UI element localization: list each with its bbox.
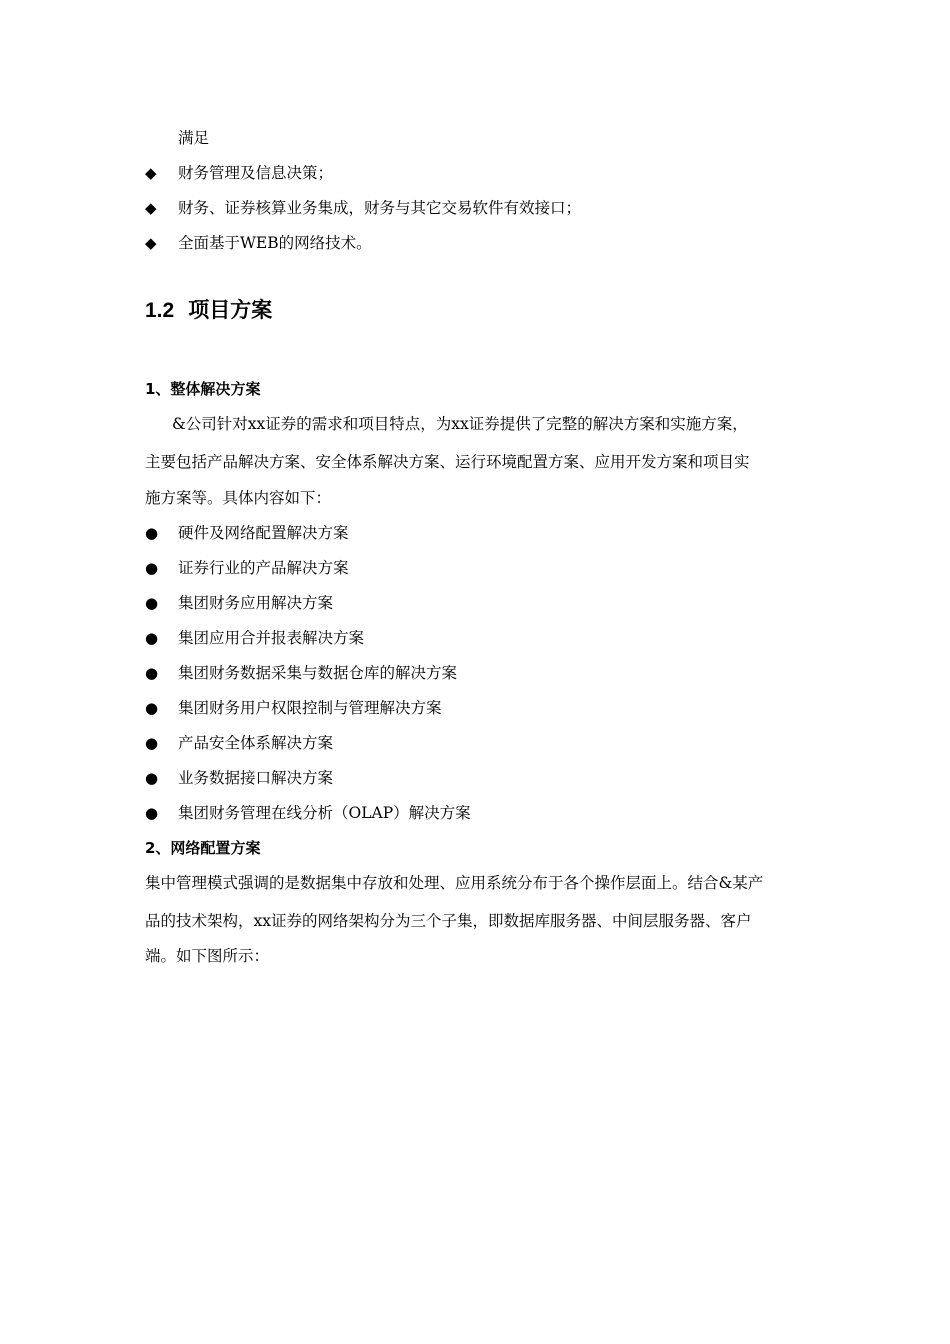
- paragraph-line: 施方案等。具体内容如下：: [145, 489, 332, 507]
- section-number: 1.2: [145, 299, 175, 322]
- section-heading: [145, 298, 272, 324]
- list-item-text: 业务数据接口解决方案: [178, 769, 334, 787]
- section-title: 项目方案: [188, 299, 273, 322]
- list-item-text: 集团财务应用解决方案: [178, 594, 334, 612]
- paragraph-line: &公司针对xx证券的需求和项目特点，为xx证券提供了完整的解决方案和实施方案，: [172, 415, 748, 433]
- subsection-heading: 2、网络配置方案: [145, 839, 261, 857]
- circle-bullet-icon: ●: [145, 734, 159, 752]
- list-item-text: 财务、证券核算业务集成，财务与其它交易软件有效接口；: [178, 199, 582, 217]
- list-item-text: 全面基于WEB的网络技术。: [178, 234, 372, 252]
- circle-bullet-icon: ●: [145, 664, 159, 682]
- diamond-bullet-icon: ◆: [145, 234, 157, 252]
- list-item-text: 集团财务用户权限控制与管理解决方案: [178, 699, 442, 717]
- fragment-text: 满足: [178, 129, 210, 147]
- circle-bullet-icon: ●: [145, 629, 159, 647]
- list-item-text: 财务管理及信息决策；: [178, 164, 334, 182]
- diamond-bullet-icon: ◆: [145, 164, 157, 182]
- circle-bullet-icon: ●: [145, 804, 159, 822]
- list-item-text: 集团财务数据采集与数据仓库的解决方案: [178, 664, 458, 682]
- circle-bullet-icon: ●: [145, 524, 159, 542]
- circle-bullet-icon: ●: [145, 559, 159, 577]
- list-item-text: 证券行业的产品解决方案: [178, 559, 349, 577]
- list-item-text: 产品安全体系解决方案: [178, 734, 334, 752]
- circle-bullet-icon: ●: [145, 769, 159, 787]
- paragraph-line: 主要包括产品解决方案、安全体系解决方案、运行环境配置方案、应用开发方案和项目实: [145, 453, 750, 471]
- circle-bullet-icon: ●: [145, 594, 159, 612]
- paragraph-line: 集中管理模式强调的是数据集中存放和处理、应用系统分布于各个操作层面上。结合&某产: [145, 874, 764, 892]
- list-item-text: 集团财务管理在线分析（OLAP）解决方案: [178, 804, 471, 822]
- subsection-heading: 1、整体解决方案: [145, 380, 261, 398]
- list-item-text: 硬件及网络配置解决方案: [178, 524, 349, 542]
- paragraph-line: 品的技术架构，xx证券的网络架构分为三个子集，即数据库服务器、中间层服务器、客户: [145, 912, 752, 930]
- circle-bullet-icon: ●: [145, 699, 159, 717]
- paragraph-line: 端。如下图所示：: [145, 947, 270, 965]
- diamond-bullet-icon: ◆: [145, 199, 157, 217]
- list-item-text: 集团应用合并报表解决方案: [178, 629, 365, 647]
